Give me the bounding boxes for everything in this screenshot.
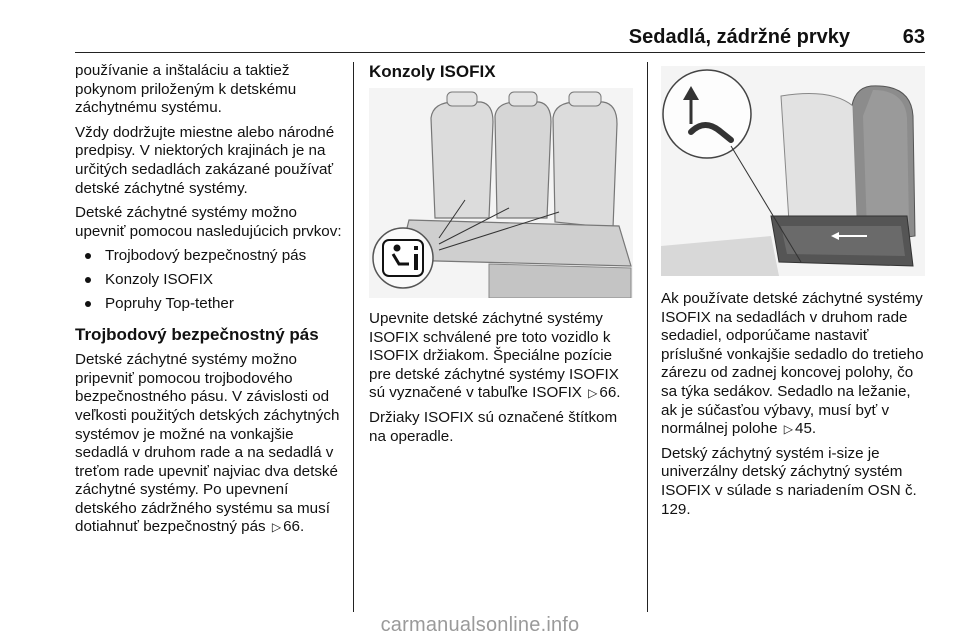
list-item xyxy=(75,295,347,314)
bullet-icon xyxy=(85,301,91,307)
paragraph-text: Upevnite detské záchytné systémy ISOFIX schválené pre toto vozidlo k ISOFIX držiakom. Špeciálne pozície pre detské záchytné systémy ISOFIX sú vyznačené v tabuľke ISOFIX xyxy=(369,310,619,402)
list-item-text: Trojbodový bezpečnostný pás xyxy=(105,247,307,265)
page-reference-icon[interactable]: ▷ xyxy=(271,520,282,535)
bullet-list xyxy=(75,247,347,313)
column-right xyxy=(661,290,929,525)
seat-adjust-drawing xyxy=(661,66,925,276)
column-middle xyxy=(369,62,634,452)
page-reference-icon[interactable]: ▷ xyxy=(783,422,793,437)
page-number: 63 xyxy=(902,26,925,48)
list-item xyxy=(75,271,347,290)
list-item xyxy=(75,247,347,266)
paragraph xyxy=(75,351,347,537)
column-left xyxy=(75,62,347,543)
page-reference[interactable]: 45. xyxy=(795,420,817,438)
page-reference-icon[interactable]: ▷ xyxy=(588,386,598,401)
paragraph-text: Detské záchytné systémy možno pripevniť pomocou trojbodového bezpečnostného pásu. V závislosti od veľkosti použitých detských záchytných systémov je možné na vonkajšie sedadlá v druhom rade a na sedadlá v treťom rade upevniť najviac dva detské záchytné systémy. Po upevnení detského zádržného systému sa musí dotiahnuť bezpečnostný pás xyxy=(75,351,340,536)
paragraph: Detský záchytný systém i-size je univerzálny detský záchytný systém ISOFIX v súlade s nariadením OSN č. 129. xyxy=(661,444,917,518)
list-item-text: Popruhy Top-tether xyxy=(105,294,234,312)
isofix-seats-illustration xyxy=(369,88,633,298)
section-heading: Trojbodový bezpečnostný pás xyxy=(75,325,319,345)
column-divider xyxy=(353,62,354,612)
paragraph: Detské záchytné systémy možno upevniť pomocou nasledujúcich prvkov: xyxy=(75,204,342,240)
paragraph xyxy=(661,290,929,439)
paragraph-text: Ak používate detské záchytné systémy ISOFIX na sedadlách v druhom rade sedadiel, odporúčame nastaviť príslušné vonkajšie sedadlo do tretieho zárezu od zadnej koncovej polohy, čo sa týka sedákov. Sedadlo na ležanie, ak je súčasťou výbavy, musí byť v normálnej polohe xyxy=(661,290,924,438)
rear-seats-drawing xyxy=(369,88,633,298)
watermark: carmanualsonline.info xyxy=(380,614,580,636)
header-title: Sedadlá, zádržné prvky xyxy=(628,26,850,48)
page-reference[interactable]: 66. xyxy=(599,384,621,402)
column-divider xyxy=(647,62,648,612)
section-heading: Konzoly ISOFIX xyxy=(369,62,496,81)
bullet-icon xyxy=(85,277,91,283)
page-header xyxy=(75,24,925,53)
list-item-text: Konzoly ISOFIX xyxy=(105,270,214,288)
bullet-icon xyxy=(85,253,91,259)
paragraph: používanie a inštaláciu a taktiež pokynom priloženým k detskému záchytnému systému. xyxy=(75,62,297,117)
seat-position-illustration xyxy=(661,66,925,276)
page-reference[interactable]: 66. xyxy=(283,518,305,536)
paragraph: Držiaky ISOFIX sú označené štítkom na operadle. xyxy=(369,408,618,445)
paragraph xyxy=(369,310,634,403)
paragraph: Vždy dodržujte miestne alebo národné predpisy. V niektorých krajinách je na určitých sedadlách zakázané používať detské záchytné systémy. xyxy=(75,123,335,197)
